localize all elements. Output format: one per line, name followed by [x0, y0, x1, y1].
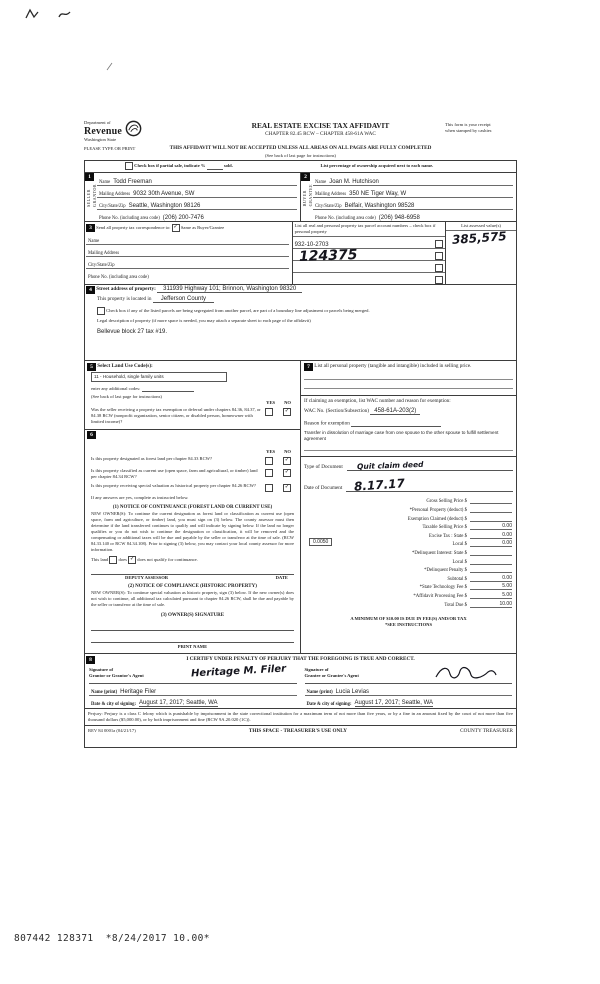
date-of-document-row	[301, 477, 516, 492]
notice-compliance-title: (2) NOTICE OF COMPLIANCE (HISTORIC PROPERTY)	[128, 583, 257, 589]
signatures-row	[85, 665, 516, 708]
does-label: does	[118, 556, 127, 562]
sec6-no-header: NO	[284, 449, 291, 455]
current-use-no-checkbox: ✓	[284, 469, 290, 476]
wac-line	[301, 405, 516, 416]
forest-no-checkbox: ✓	[284, 457, 290, 464]
buyer-word: BUYER	[302, 190, 307, 207]
receipt-note-line1: This form is your receipt	[445, 122, 491, 127]
gross-label: Gross Selling Price $	[426, 499, 467, 505]
amount-row-delinquent-interest-local	[301, 556, 516, 565]
assessed-header: List assessed value(s)	[446, 222, 516, 231]
local-value: 0.00	[470, 540, 512, 547]
personal-property-line-2	[304, 380, 513, 389]
amount-row-personal	[301, 504, 516, 513]
amount-row-delinquent-interest-state	[301, 547, 516, 556]
deferral-no-checkbox: ✓	[284, 408, 290, 415]
reason-blank	[351, 420, 441, 427]
revenue-swirl-icon	[125, 120, 142, 137]
section-5	[85, 361, 300, 430]
partial-sale-blank	[207, 163, 223, 170]
parcel-number-1: 932-10-2703	[294, 241, 329, 248]
seller-csz-value: Seattle, Washington 98126	[128, 202, 201, 209]
processing-fee-label: *Affidavit Processing Fee $	[413, 594, 467, 600]
pen-mark-3	[106, 62, 114, 71]
county-treasurer-label: COUNTY TREASURER	[460, 728, 513, 735]
ownership-note: List percentage of ownership acquired next to each name.	[320, 163, 434, 169]
tech-fee-value: 5.00	[470, 583, 512, 590]
grantor-agent-label: Grantor or Grantor's Agent	[89, 673, 297, 684]
taxable-value: 0.00	[470, 523, 512, 530]
title-block	[200, 120, 441, 138]
deferral-question: Was the seller receiving a property tax exemption or deferral under chapters 84.36, 84.37, or 84.38 RCW (nonprofit organization, senior citizen, or disabled person, homeowner with limited income)?	[91, 407, 261, 425]
legal-description-label: Legal description of property (if more space is needed, you may attach a separate sheet to each page of the affidavit)	[97, 317, 311, 323]
form-subtitle: CHAPTER 82.45 RCW – CHAPTER 458-61A WAC	[265, 130, 376, 137]
street-address-line	[86, 286, 513, 294]
seller-section	[85, 173, 301, 221]
subtotal-label: Subtotal $	[447, 576, 467, 582]
print-name-label: PRINT NAME	[177, 644, 208, 650]
cashier-stamp: 807442 128371 *8/24/2017 10.00*	[14, 933, 210, 944]
section-4	[84, 284, 517, 362]
forest-land-question: Is this property designated as forest land per chapter 84.33 RCW?	[91, 456, 213, 462]
land-use-label: Select Land Use Code(s):	[97, 363, 153, 370]
historic-row	[87, 482, 298, 494]
seller-word: SELLER	[86, 189, 91, 207]
please-type-label: PLEASE TYPE OR PRINT	[84, 145, 136, 151]
middle-region	[84, 360, 517, 654]
grantee-name-print-label: Name (print)	[306, 690, 333, 696]
revenue-wordmark: Revenue	[84, 125, 123, 137]
type-of-document-label: Type of Document	[304, 464, 343, 471]
reason-line	[301, 416, 516, 427]
yes-header: YES	[266, 400, 276, 406]
treasurer-space-label: THIS SPACE - TREASURER'S USE ONLY	[248, 728, 347, 735]
buyer-address-value: 350 NE Tiger Way, W	[349, 190, 407, 197]
located-in-line	[97, 296, 513, 304]
excise-state-value: 0.00	[470, 532, 512, 539]
certify-line	[85, 654, 516, 665]
parcel-1-personal-checkbox	[435, 240, 443, 248]
amount-row-subtotal	[301, 573, 516, 582]
this-land-label: This land	[91, 556, 109, 562]
reeta-form	[84, 120, 517, 748]
grantor-date-city-value: August 17, 2017; Seattle, WA	[139, 700, 218, 707]
notice-compliance-body: NEW OWNER(S): To continue special valuation as historic property, sign (3) below. If the new owner(s) does not wish to continue, all additional tax calculated pursuant to chapter 84.26 RCW, shall be due and payable by the seller or transferor at the time of sale.	[91, 589, 294, 607]
minimum-note: A MINIMUM OF $10.00 IS DUE IN FEE(S) AND/OR TAX	[350, 615, 467, 621]
historic-answer	[265, 483, 294, 492]
current-use-yes-checkbox	[265, 469, 273, 477]
deputy-labels-row	[87, 575, 298, 581]
reason-line-2	[304, 442, 513, 451]
section-5-number: 5	[87, 363, 96, 371]
sec6-yes-header: YES	[266, 449, 276, 455]
amount-row-excise-state	[301, 530, 516, 539]
grantor-name-print-value: Heritage Filer	[120, 689, 157, 696]
wac-value: 458-61A-203(2)	[370, 408, 420, 415]
amount-row-tech-fee	[301, 582, 516, 591]
notice-continuance-body: NEW OWNER(S): To continue the current designation as forest land or classification as current use (open space, farm and agriculture, or timber) land, you must sign on (3) below. The county assessor must then determine if the land transferred continues to qualify and will indicate by signing below. If the land no longer qualifies or you do not wish to continue the designation or classification, it will be removed and the compensating or additional taxes will be due and payable by the seller or transferor at the time of sale. (RCW 84.33.140 or RCW 84.34.108). Prior to signing (3) below, you may contact your local county assessor for more information.	[91, 511, 294, 552]
washington-state-label: Washington State	[84, 136, 117, 142]
current-use-answer	[265, 468, 294, 477]
form-header	[84, 120, 517, 143]
if-yes-note: If any answers are yes, complete as instructed below.	[91, 495, 189, 501]
processing-fee-value: 5.00	[470, 592, 512, 599]
see-instructions-note: *SEE INSTRUCTIONS	[384, 621, 433, 627]
amount-row-gross	[301, 496, 516, 505]
buyer-section	[301, 173, 516, 221]
buyer-name-value: Joan M. Hutchison	[329, 178, 379, 185]
owners-signature-label: (3) OWNER(S) SIGNATURE	[160, 613, 225, 619]
segregated-line	[97, 307, 513, 315]
wac-label: WAC No. (Section/Subsection)	[304, 408, 369, 415]
delinquent-interest-state-label: *Delinquent Interest: State $	[411, 551, 467, 557]
owners-signature-line	[91, 618, 294, 631]
grantee-sig-of-label: Signature of	[304, 667, 329, 673]
parcel-3-personal-checkbox	[435, 264, 443, 272]
seller-phone-label: Phone No. (including area code)	[99, 215, 160, 221]
deferral-question-row	[87, 406, 298, 427]
seller-name-label: Name	[99, 179, 111, 185]
historic-yes-checkbox	[265, 484, 273, 492]
grantor-sig-of-label: Signature of	[89, 667, 114, 673]
type-of-document-value: Quit claim deed	[356, 459, 424, 472]
see-back-note-2: (See back of last page for instructions)	[91, 394, 162, 400]
grantee-word: GRANTEE	[308, 183, 313, 207]
dept-of-label: Department of	[84, 120, 111, 125]
deputy-date-label: DATE	[275, 574, 288, 580]
form-title: REAL ESTATE EXCISE TAX AFFIDAVIT	[251, 121, 390, 130]
buyer-csz-value: Belfair, Washington 98528	[344, 202, 415, 209]
section-6	[85, 430, 300, 653]
personal-property-label: List all personal property (tangible and intangible) included in selling price.	[314, 363, 472, 370]
historic-no-checkbox: ✓	[284, 484, 290, 491]
buyer-phone-value: (206) 948-6958	[378, 214, 420, 221]
sec6-header	[87, 431, 298, 455]
assessed-values-column	[446, 222, 516, 284]
date-of-document-value: 8.17.17	[353, 476, 406, 494]
certify-text: I CERTIFY UNDER PENALTY OF PERJURY THAT THE FOREGOING IS TRUE AND CORRECT.	[186, 656, 415, 663]
grantor-date-city-label: Date & city of signing:	[91, 702, 137, 708]
historic-question: Is this property receiving special valuation as historical property per chapter 84.26 RCW?	[91, 483, 256, 489]
dor-logo	[84, 120, 196, 143]
total-due-label: Total Due $	[444, 602, 467, 608]
amount-row-delinquent-penalty	[301, 565, 516, 574]
does-not-label: does not qualify for continuance.	[137, 556, 198, 562]
current-use-question: Is this property classified as current use (open space, farm and agricultural, or timber) land per chapter 84.34 RCW?	[91, 468, 258, 480]
personal-deduct-label: *Personal Property (deduct) $	[409, 508, 467, 514]
personal-property-line-1	[304, 371, 513, 380]
print-name-line	[91, 631, 294, 643]
does-checkbox	[109, 556, 117, 564]
seller-phone-value: (206) 200-7476	[162, 214, 204, 221]
deferral-yes-checkbox	[265, 408, 273, 416]
section-3-number: 3	[86, 224, 95, 232]
amount-row-processing-fee	[301, 590, 516, 599]
amounts-table	[301, 496, 516, 608]
grantee-date-city-label: Date & city of signing:	[306, 702, 352, 708]
local-rate-box: 0.0050	[309, 538, 332, 546]
deputy-assessor-label: DEPUTY ASSESSOR	[125, 574, 169, 580]
rev-form-number: REV 84 0001a (04/21/17)	[88, 728, 136, 734]
corr-address-label: Mailing Address	[88, 250, 120, 256]
type-of-document-line	[347, 460, 513, 471]
date-of-document-line	[346, 477, 513, 492]
land-use-code-value: 11 - Household, single family units	[91, 372, 227, 382]
dor-logo-text	[84, 120, 122, 143]
tech-fee-label: *State Technology Fee $	[419, 585, 467, 591]
treasurer-row	[85, 725, 516, 747]
amount-row-exemption	[301, 513, 516, 522]
delinquent-penalty-label: *Delinquent Penalty $	[424, 568, 467, 574]
parcel-header: List all real and personal property tax parcel account numbers – check box if personal property	[293, 222, 445, 237]
segregated-checkbox	[97, 307, 105, 315]
correspondence-block	[85, 222, 293, 284]
grantee-signature-block	[301, 665, 517, 708]
buyer-name-label: Name	[315, 179, 327, 185]
grantee-signature-scribble	[434, 665, 498, 681]
current-use-row	[87, 467, 298, 482]
personal-property-header	[301, 363, 516, 371]
grantee-agent-label: Grantee or Grantee's Agent	[305, 673, 513, 684]
amount-row-total-due	[301, 599, 516, 608]
street-address-value: 311939 Highway 101; Brinnon, Washington 98320	[157, 286, 302, 293]
grantee-name-print-value: Lucia Levias	[335, 689, 370, 696]
excise-state-label: Excise Tax : State $	[429, 533, 467, 539]
forest-yes-checkbox	[265, 457, 273, 465]
additional-codes-line	[91, 385, 298, 392]
correspondence-header	[86, 223, 289, 233]
see-back-note: (See back of last page for instructions)	[265, 152, 336, 158]
grantor-signature-block	[85, 665, 301, 708]
seller-csz-label: City/State/Zip	[99, 203, 126, 209]
located-in-value: Jefferson County	[153, 296, 214, 303]
section-7	[301, 361, 516, 653]
date-of-document-label: Date of Document	[304, 485, 343, 492]
delinquent-interest-local-label: Local $	[452, 559, 467, 565]
handwritten-parcel-number: 124375	[298, 246, 358, 265]
partial-sale-cell	[85, 162, 321, 170]
total-due-value: 10.00	[470, 601, 512, 608]
handwritten-assessed-value: 385,575	[451, 229, 508, 247]
section-7-number: 7	[304, 363, 313, 371]
footer-section	[84, 708, 517, 748]
corr-csz-label: City/State/Zip	[88, 262, 115, 268]
section-1-number: 1	[85, 173, 94, 181]
perjury-text: Perjury: Perjury is a class C felony which is punishable by imprisonment in the state correctional institution for a maximum term of not more than five years, or by a fine in an amount fixed by the court of not more than five thousand dollars ($5,000.00), or by both imprisonment and fine (RCW 9A.20.020 (1C)).	[88, 711, 513, 723]
seller-address-value: 9032 30th Avenue, SW	[133, 190, 195, 197]
additional-codes-blank	[142, 385, 194, 392]
legal-description-value: Bellevue block 27 tax #19.	[97, 328, 168, 335]
this-land-line	[87, 553, 298, 565]
forest-land-answer	[265, 456, 294, 465]
amount-row-local	[301, 539, 516, 548]
exemption-intro: If claiming an exemption, list WAC number and reason for exemption:	[301, 395, 516, 405]
street-address-label: Street address of property:	[96, 285, 156, 292]
section-6-number: 6	[87, 431, 96, 439]
receipt-note	[445, 120, 517, 134]
grantor-signature: Heritage M. Filer	[191, 663, 287, 680]
deputy-assessor-line	[91, 565, 294, 575]
parcel-list	[293, 222, 446, 284]
sec6-yes-no-header	[87, 449, 298, 455]
buyer-phone-label: Phone No. (including area code)	[315, 215, 376, 221]
land-use-header	[87, 363, 298, 371]
send-correspondence-label: Send all property tax correspondence to:	[96, 224, 171, 230]
parcel-block	[293, 222, 516, 284]
parties-section	[84, 172, 517, 222]
buyer-side-label	[302, 184, 313, 206]
partial-sale-label: Check box if partial sale, indicate %	[134, 163, 206, 169]
grantee-date-city-value: August 17, 2017; Seattle, WA	[354, 700, 434, 707]
taxable-label: Taxable Selling Price $	[422, 525, 467, 531]
partial-sale-checkbox	[125, 162, 133, 170]
section-8	[84, 653, 517, 709]
does-not-checkbox: ✓	[129, 555, 135, 562]
corr-name-label: Name	[88, 238, 100, 244]
section-2-number: 2	[301, 173, 310, 181]
notice-row	[84, 145, 517, 153]
section-3	[84, 221, 517, 285]
section-4-number: 4	[86, 286, 95, 294]
seller-address-label: Mailing Address	[99, 191, 131, 197]
parcel-4-personal-checkbox	[435, 276, 443, 284]
reason-value: Transfer in dissolution of marriage case from one spouse to the other spouse to fulfill settlement agreement	[304, 429, 499, 441]
section-8-number: 8	[86, 656, 95, 664]
left-column	[85, 361, 301, 653]
seller-side-label	[86, 184, 97, 207]
deferral-answer	[265, 407, 294, 416]
same-as-buyer-checkbox: ✓	[173, 223, 178, 230]
same-as-buyer-label: Same as Buyer/Grantee	[180, 224, 225, 230]
pen-mark-1	[24, 8, 40, 20]
grantor-name-print-label: Name (print)	[91, 690, 118, 696]
grantor-word: GRANTOR	[92, 183, 97, 207]
pen-mark-2	[58, 9, 72, 20]
additional-codes-label: enter any additional codes:	[91, 386, 141, 392]
forest-land-row	[87, 455, 298, 467]
exemption-deduct-label: Exemption Claimed (deduct) $	[407, 516, 467, 522]
seller-name-value: Todd Freeman	[113, 178, 152, 185]
notice-continuance-title: (1) NOTICE OF CONTINUANCE (FOREST LAND OR CURRENT USE)	[112, 505, 273, 511]
subtotal-value: 0.00	[470, 575, 512, 582]
sold-label: sold.	[223, 163, 233, 169]
legal-description-space	[86, 336, 513, 360]
buyer-csz-label: City/State/Zip	[315, 203, 342, 209]
reason-label: Reason for exemption	[304, 420, 350, 427]
segregated-label: Check box if any of the listed parcels are being segregated from another parcel, are part of a boundary line adjustment or parcels being merged.	[106, 307, 370, 313]
buyer-address-label: Mailing Address	[315, 191, 347, 197]
accept-notice: THIS AFFIDAVIT WILL NOT BE ACCEPTED UNLESS ALL AREAS ON ALL PAGES ARE FULLY COMPLETED	[169, 144, 432, 151]
type-of-document-row	[301, 456, 516, 471]
amount-row-taxable	[301, 522, 516, 531]
corr-phone-label: Phone No. (including area code)	[88, 274, 149, 280]
no-header: NO	[284, 400, 291, 406]
located-in-label: This property is located in	[97, 295, 152, 302]
local-label: Local $	[452, 542, 467, 548]
parcel-2-personal-checkbox	[435, 252, 443, 260]
receipt-note-line2: when stamped by cashier.	[445, 127, 493, 133]
